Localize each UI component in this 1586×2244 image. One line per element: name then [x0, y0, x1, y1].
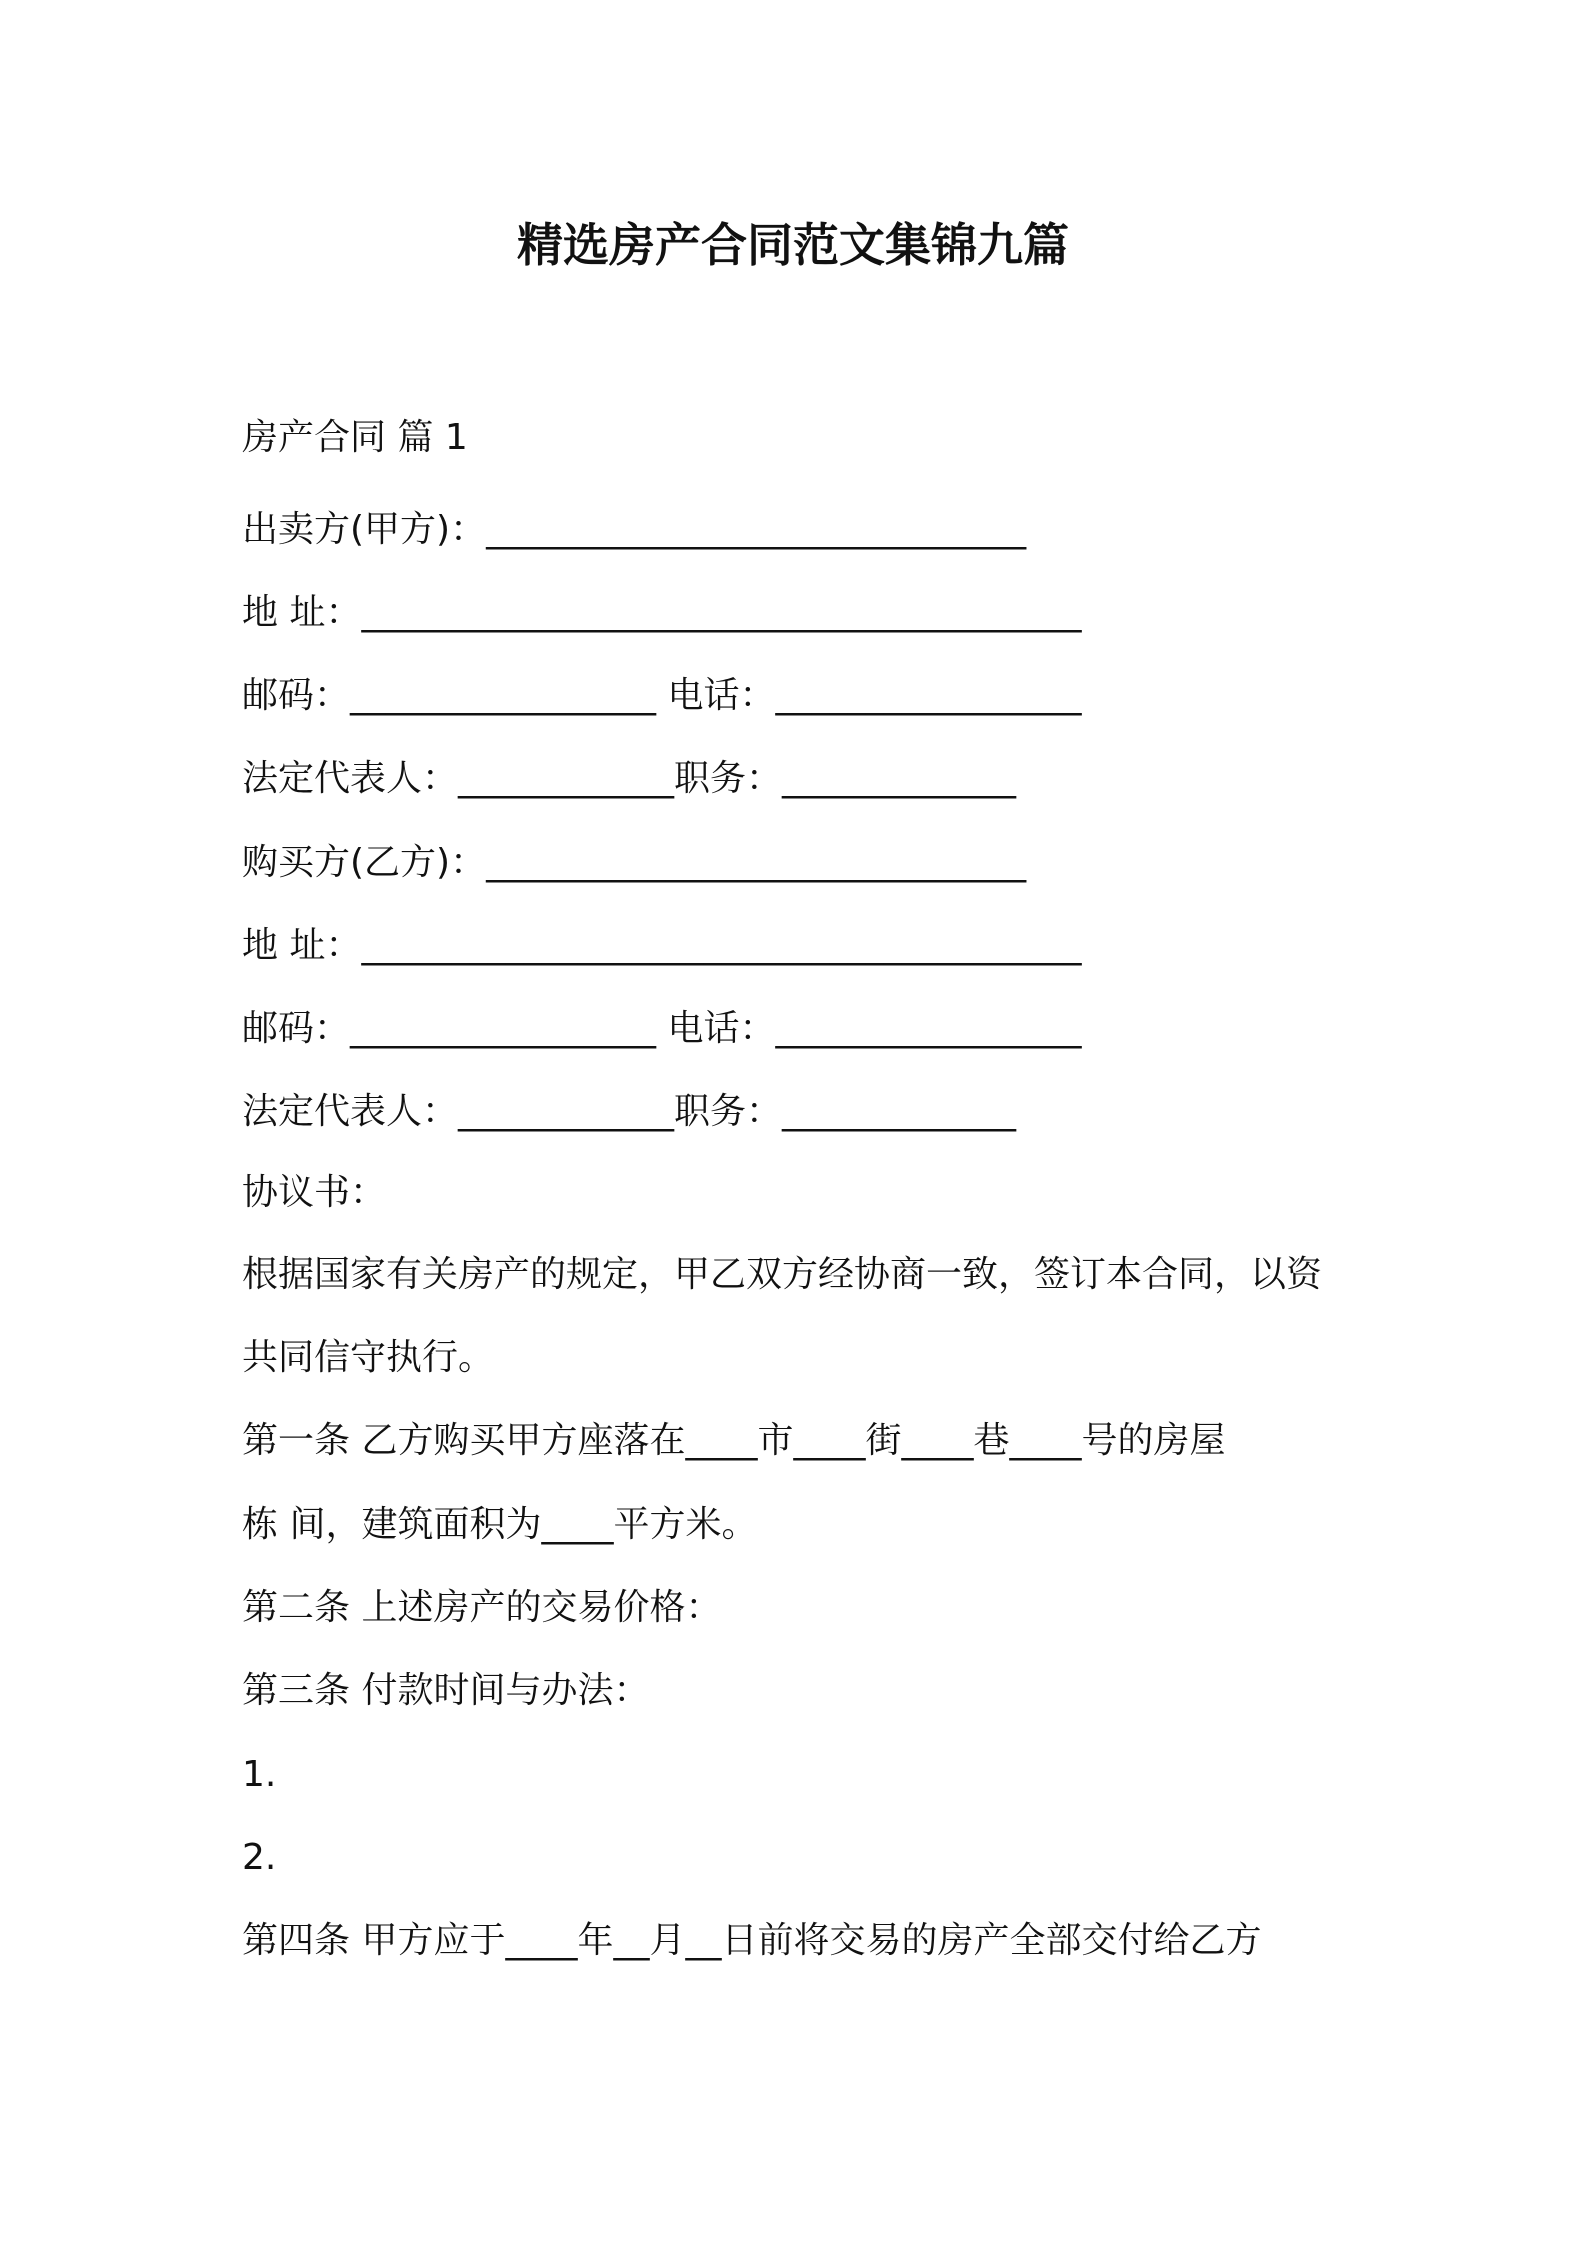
seller-line: 出卖方(甲方)：______________________________: [242, 509, 1027, 550]
article-2-line: 第二条 上述房产的交易价格：: [242, 1587, 722, 1628]
seller-representative-line: 法定代表人：____________职务：_____________: [242, 758, 1017, 799]
buyer-postcode-phone-line: 邮码：_________________ 电话：_________________: [242, 1008, 1082, 1049]
document-title: 精选房产合同范文集锦九篇: [517, 218, 1069, 272]
article-1-line-2: 栋 间，建筑面积为____平方米。: [242, 1504, 758, 1545]
seller-address-line: 地 址：________________________________________: [242, 592, 1082, 633]
preamble-line-2: 共同信守执行。: [242, 1337, 495, 1378]
article-4-line: 第四条 甲方应于____年__月__日前将交易的房产全部交付给乙方: [242, 1920, 1262, 1961]
buyer-line: 购买方(乙方)：______________________________: [242, 842, 1027, 883]
section-heading: 房产合同 篇 1: [242, 417, 468, 458]
list-item-2: 2.: [242, 1837, 277, 1878]
buyer-representative-line: 法定代表人：____________职务：_____________: [242, 1091, 1017, 1132]
buyer-address-line: 地 址：________________________________________: [242, 925, 1082, 966]
agreement-heading: 协议书：: [242, 1172, 387, 1213]
article-1-line-1: 第一条 乙方购买甲方座落在____市____街____巷____号的房屋: [242, 1420, 1226, 1461]
seller-postcode-phone-line: 邮码：_________________ 电话：_________________: [242, 675, 1082, 716]
preamble-line-1: 根据国家有关房产的规定，甲乙双方经协商一致，签订本合同，以资: [242, 1254, 1323, 1295]
list-item-1: 1.: [242, 1754, 277, 1795]
article-3-line: 第三条 付款时间与办法：: [242, 1670, 650, 1711]
